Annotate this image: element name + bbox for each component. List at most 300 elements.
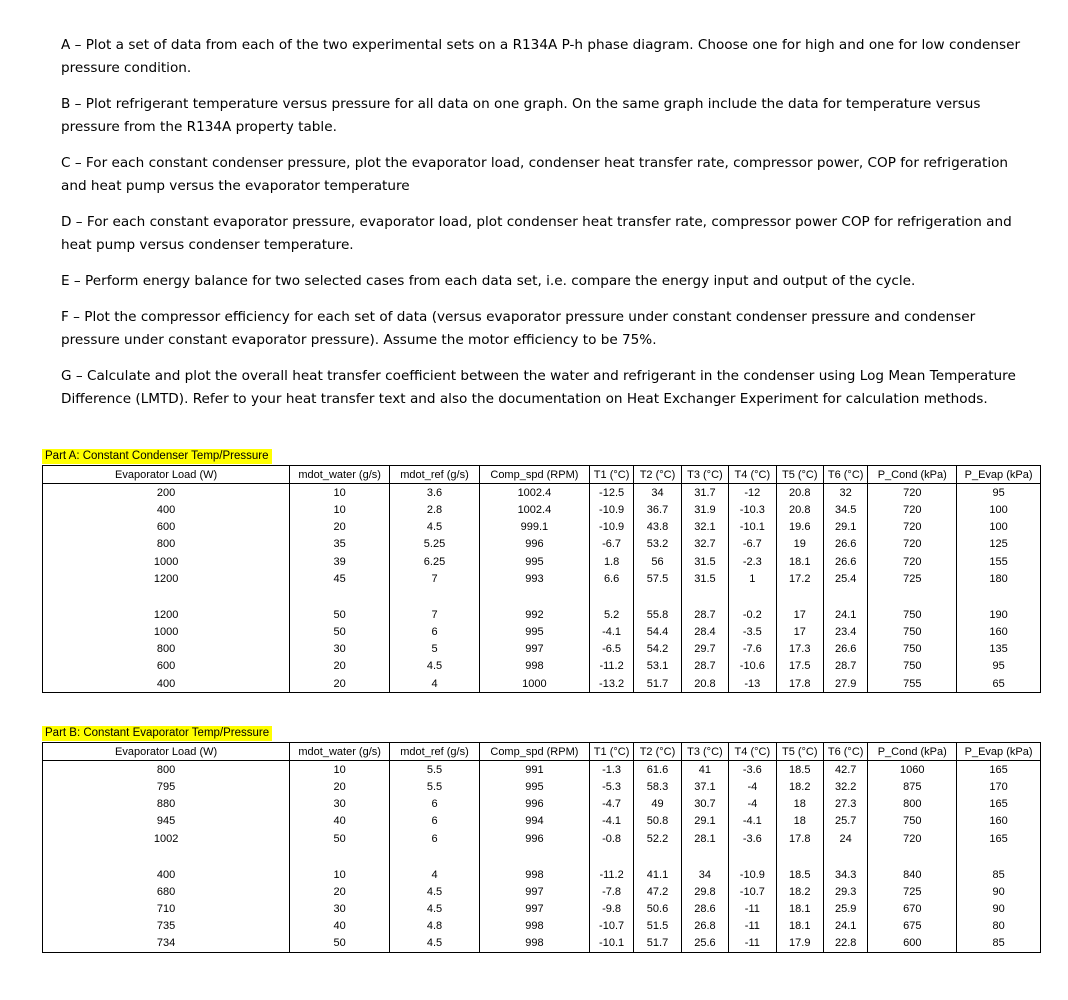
table-cell: 996 <box>479 796 589 813</box>
table-row <box>43 918 1041 935</box>
table-cell: 165 <box>957 761 1041 779</box>
table-cell: 18.1 <box>776 918 823 935</box>
table-cell: 720 <box>868 830 957 847</box>
table-row <box>43 553 1041 570</box>
table-cell: 25.4 <box>823 570 867 587</box>
table-cell: 17.3 <box>776 641 823 658</box>
table-cell: 25.7 <box>823 813 867 830</box>
table-cell: 720 <box>868 484 957 502</box>
table-cell: 180 <box>957 570 1041 587</box>
table-cell: 31.7 <box>681 484 728 502</box>
table-cell: 10 <box>290 866 390 883</box>
table-cell: 735 <box>43 918 290 935</box>
table-cell: 750 <box>868 606 957 623</box>
table-cell: 4.5 <box>390 519 480 536</box>
table-cell: 29.1 <box>681 813 728 830</box>
table-cell: 997 <box>479 641 589 658</box>
table-cell: 6.25 <box>390 553 480 570</box>
table-cell: 17.2 <box>776 570 823 587</box>
table-cell: 20.8 <box>681 675 728 693</box>
table-cell: -10.7 <box>589 918 633 935</box>
table-cell: 800 <box>868 796 957 813</box>
table-cell: 880 <box>43 796 290 813</box>
table-cell: 31.5 <box>681 553 728 570</box>
table-cell: 32.1 <box>681 519 728 536</box>
table-cell: 24.1 <box>823 606 867 623</box>
table-cell: 135 <box>957 641 1041 658</box>
table-cell-empty <box>589 847 633 866</box>
table-cell: -2.3 <box>729 553 776 570</box>
instruction-e: E – Perform energy balance for two selected cases from each data set, i.e. compare the energy input and output of the cycle. <box>61 273 916 289</box>
table-cell: 30 <box>290 901 390 918</box>
instruction-f: F – Plot the compressor efficiency for each set of data (versus evaporator pressure under constant condenser pressure and condenser pressure under constant evaporator pressure). Assume the motor efficiency to be 75%. <box>61 309 976 348</box>
table-cell: 734 <box>43 935 290 953</box>
table-cell: 20 <box>290 778 390 795</box>
table-cell: 55.8 <box>634 606 681 623</box>
table-cell: 18.2 <box>776 778 823 795</box>
table-cell: 945 <box>43 813 290 830</box>
table-header-row <box>43 743 1041 761</box>
table-row <box>43 796 1041 813</box>
table-cell: 17 <box>776 606 823 623</box>
table-cell: 20.8 <box>776 484 823 502</box>
table-cell: 4.5 <box>390 901 480 918</box>
table-cell: 95 <box>957 484 1041 502</box>
instructions <box>61 34 1021 424</box>
table-cell: 90 <box>957 883 1041 900</box>
table-cell: 32.2 <box>823 778 867 795</box>
column-header: mdot_water (g/s) <box>290 466 390 484</box>
table-cell-empty <box>729 587 776 606</box>
table-cell: -10.1 <box>729 519 776 536</box>
table-row <box>43 501 1041 518</box>
table-cell: 5.5 <box>390 761 480 779</box>
table-cell: 1200 <box>43 606 290 623</box>
table-cell: 43.8 <box>634 519 681 536</box>
table-cell: 57.5 <box>634 570 681 587</box>
table-cell: 17.5 <box>776 658 823 675</box>
table-cell-empty <box>957 847 1041 866</box>
table-cell-empty <box>634 587 681 606</box>
table-cell: -1.3 <box>589 761 633 779</box>
table-cell: 720 <box>868 536 957 553</box>
table-cell: 7 <box>390 606 480 623</box>
column-header: mdot_water (g/s) <box>290 743 390 761</box>
table-cell: 750 <box>868 813 957 830</box>
table-cell: 53.1 <box>634 658 681 675</box>
column-header: P_Cond (kPa) <box>868 743 957 761</box>
table-cell: 996 <box>479 536 589 553</box>
table-cell: 1060 <box>868 761 957 779</box>
table-cell: -13.2 <box>589 675 633 693</box>
table-cell: 750 <box>868 624 957 641</box>
table-cell-empty <box>290 587 390 606</box>
table-cell: 160 <box>957 624 1041 641</box>
table-cell: -4 <box>729 796 776 813</box>
table-row <box>43 935 1041 953</box>
table-gap-row <box>43 587 1041 606</box>
table-row <box>43 675 1041 693</box>
table-cell: 2.8 <box>390 501 480 518</box>
table-cell: 19.6 <box>776 519 823 536</box>
instruction-g: G – Calculate and plot the overall heat transfer coefficient between the water and refrigerant in the condenser using Log Mean Temperature Difference (LMTD). Refer to your heat transfer text and also the documentation on Heat Exchanger Experiment for calculation methods. <box>61 368 1016 407</box>
table-cell: -10.3 <box>729 501 776 518</box>
column-header: Evaporator Load (W) <box>43 466 290 484</box>
table-cell: 28.7 <box>681 658 728 675</box>
table-cell: 49 <box>634 796 681 813</box>
table-cell: 725 <box>868 883 957 900</box>
column-header: mdot_ref (g/s) <box>390 743 480 761</box>
table-cell: 53.2 <box>634 536 681 553</box>
table-cell: 47.2 <box>634 883 681 900</box>
table-cell-empty <box>634 847 681 866</box>
table-cell: 6 <box>390 796 480 813</box>
table-cell: 26.6 <box>823 641 867 658</box>
table-cell: 28.4 <box>681 624 728 641</box>
table-cell: 1000 <box>43 553 290 570</box>
column-header: T6 (°C) <box>823 466 867 484</box>
table-cell: 5.25 <box>390 536 480 553</box>
table-cell: 18.2 <box>776 883 823 900</box>
table-cell: -11 <box>729 918 776 935</box>
table-cell: 1 <box>729 570 776 587</box>
table-cell: 160 <box>957 813 1041 830</box>
column-header: Evaporator Load (W) <box>43 743 290 761</box>
table-cell: 51.7 <box>634 675 681 693</box>
table-row <box>43 813 1041 830</box>
table-row <box>43 624 1041 641</box>
table-cell: -3.5 <box>729 624 776 641</box>
table-cell: 34.3 <box>823 866 867 883</box>
table-cell: -11.2 <box>589 866 633 883</box>
table-cell: 675 <box>868 918 957 935</box>
table-cell: 25.6 <box>681 935 728 953</box>
table-cell: -4.1 <box>729 813 776 830</box>
table-cell: 50.6 <box>634 901 681 918</box>
table-cell: 37.1 <box>681 778 728 795</box>
table-cell: -6.7 <box>729 536 776 553</box>
table-cell: -13 <box>729 675 776 693</box>
table-cell-empty <box>390 587 480 606</box>
table-cell: 18.1 <box>776 901 823 918</box>
table-cell: 51.7 <box>634 935 681 953</box>
table-cell: 170 <box>957 778 1041 795</box>
table-cell: 875 <box>868 778 957 795</box>
table-cell: 995 <box>479 624 589 641</box>
table-cell: -4 <box>729 778 776 795</box>
table-cell: 42.7 <box>823 761 867 779</box>
table-cell: 1000 <box>479 675 589 693</box>
table-row <box>43 866 1041 883</box>
table-cell: 40 <box>290 813 390 830</box>
table-row <box>43 901 1041 918</box>
table-row <box>43 519 1041 536</box>
instruction-b: B – Plot refrigerant temperature versus pressure for all data on one graph. On the same graph include the data for temperature versus pressure from the R134A property table. <box>61 96 981 135</box>
table-cell: 29.8 <box>681 883 728 900</box>
table-cell: 20 <box>290 883 390 900</box>
table-cell: 31.5 <box>681 570 728 587</box>
instruction-d: D – For each constant evaporator pressure, evaporator load, plot condenser heat transfer rate, compressor power COP for refrigeration and heat pump versus condenser temperature. <box>61 214 1012 253</box>
table-cell-empty <box>43 847 290 866</box>
column-header: T6 (°C) <box>823 743 867 761</box>
table-cell: 50.8 <box>634 813 681 830</box>
table-cell: -3.6 <box>729 761 776 779</box>
table-cell: 24.1 <box>823 918 867 935</box>
table-cell: 670 <box>868 901 957 918</box>
table-cell: 750 <box>868 658 957 675</box>
table-row <box>43 570 1041 587</box>
table-row <box>43 641 1041 658</box>
table-cell: -7.6 <box>729 641 776 658</box>
table-cell: 165 <box>957 830 1041 847</box>
table-cell: 32 <box>823 484 867 502</box>
table-cell: 998 <box>479 866 589 883</box>
table-cell: 30 <box>290 641 390 658</box>
table-cell-empty <box>479 587 589 606</box>
table-gap-row <box>43 847 1041 866</box>
table-cell: 400 <box>43 501 290 518</box>
table-cell: 200 <box>43 484 290 502</box>
table-cell: 1.8 <box>589 553 633 570</box>
column-header: P_Evap (kPa) <box>957 466 1041 484</box>
table-cell: 58.3 <box>634 778 681 795</box>
table-cell: -0.2 <box>729 606 776 623</box>
table-cell: 4.5 <box>390 935 480 953</box>
table-cell: 995 <box>479 778 589 795</box>
table-cell: 1200 <box>43 570 290 587</box>
table-cell: 29.3 <box>823 883 867 900</box>
table-cell: 10 <box>290 761 390 779</box>
table-cell: 26.6 <box>823 536 867 553</box>
table-cell: 28.7 <box>823 658 867 675</box>
table-cell: 795 <box>43 778 290 795</box>
table-cell: 17.8 <box>776 675 823 693</box>
table-cell-empty <box>868 847 957 866</box>
table-cell-empty <box>776 847 823 866</box>
table-cell-empty <box>957 587 1041 606</box>
table-cell-empty <box>290 847 390 866</box>
table-cell: 4 <box>390 866 480 883</box>
column-header: T4 (°C) <box>729 466 776 484</box>
table-cell: 998 <box>479 935 589 953</box>
table-cell: -6.5 <box>589 641 633 658</box>
table-cell: -11 <box>729 935 776 953</box>
table-cell: 50 <box>290 935 390 953</box>
table-cell: 80 <box>957 918 1041 935</box>
column-header: T5 (°C) <box>776 466 823 484</box>
table-row <box>43 658 1041 675</box>
table-cell: 41 <box>681 761 728 779</box>
table-cell: 400 <box>43 675 290 693</box>
table-cell: 30 <box>290 796 390 813</box>
table-cell-empty <box>776 587 823 606</box>
table-cell: 52.2 <box>634 830 681 847</box>
table-cell: -3.6 <box>729 830 776 847</box>
table-cell: 20 <box>290 519 390 536</box>
table-cell: 600 <box>868 935 957 953</box>
table-cell: 61.6 <box>634 761 681 779</box>
table-cell-empty <box>823 847 867 866</box>
table-cell: 400 <box>43 866 290 883</box>
table-cell: 54.4 <box>634 624 681 641</box>
column-header: T1 (°C) <box>589 743 633 761</box>
table-cell-empty <box>390 847 480 866</box>
table-cell: 85 <box>957 866 1041 883</box>
table-cell: 20.8 <box>776 501 823 518</box>
table-cell: 6 <box>390 813 480 830</box>
table-cell-empty <box>681 847 728 866</box>
table-cell: 36.7 <box>634 501 681 518</box>
table-cell-empty <box>868 587 957 606</box>
table-cell: 7 <box>390 570 480 587</box>
table-cell: -10.7 <box>729 883 776 900</box>
table-cell: 991 <box>479 761 589 779</box>
table-cell: 165 <box>957 796 1041 813</box>
table-cell: -7.8 <box>589 883 633 900</box>
column-header: Comp_spd (RPM) <box>479 743 589 761</box>
table-cell-empty <box>589 587 633 606</box>
table-cell: -0.8 <box>589 830 633 847</box>
column-header: T3 (°C) <box>681 466 728 484</box>
table-cell: -4.1 <box>589 813 633 830</box>
column-header: T5 (°C) <box>776 743 823 761</box>
table-row <box>43 606 1041 623</box>
table-cell: 20 <box>290 658 390 675</box>
table-cell: -11 <box>729 901 776 918</box>
table-cell: 54.2 <box>634 641 681 658</box>
table-cell: 25.9 <box>823 901 867 918</box>
table-cell: 1002 <box>43 830 290 847</box>
table-cell-empty <box>681 587 728 606</box>
table-cell: 32.7 <box>681 536 728 553</box>
table-cell: 41.1 <box>634 866 681 883</box>
table-cell: 95 <box>957 658 1041 675</box>
table-cell: 155 <box>957 553 1041 570</box>
table-cell: 4 <box>390 675 480 693</box>
table-row <box>43 778 1041 795</box>
table-cell: 45 <box>290 570 390 587</box>
column-header: P_Cond (kPa) <box>868 466 957 484</box>
table-cell: 992 <box>479 606 589 623</box>
table-cell: 40 <box>290 918 390 935</box>
table-cell: 31.9 <box>681 501 728 518</box>
table-cell: 18.1 <box>776 553 823 570</box>
table-cell: 996 <box>479 830 589 847</box>
table-cell: 720 <box>868 519 957 536</box>
table-cell: 125 <box>957 536 1041 553</box>
table-cell-empty <box>43 587 290 606</box>
table-cell: 50 <box>290 606 390 623</box>
table-cell: 720 <box>868 553 957 570</box>
table-cell: 5.2 <box>589 606 633 623</box>
table-cell: 26.6 <box>823 553 867 570</box>
table-cell: 17.9 <box>776 935 823 953</box>
table-cell: 26.8 <box>681 918 728 935</box>
table-cell-empty <box>729 847 776 866</box>
table-cell: 18 <box>776 796 823 813</box>
table-cell: 600 <box>43 658 290 675</box>
table-cell: 6.6 <box>589 570 633 587</box>
table-cell: 17 <box>776 624 823 641</box>
table-cell: 1002.4 <box>479 484 589 502</box>
table-cell: 720 <box>868 501 957 518</box>
column-header: Comp_spd (RPM) <box>479 466 589 484</box>
table-cell: 29.7 <box>681 641 728 658</box>
table-cell: 190 <box>957 606 1041 623</box>
table-cell: 999.1 <box>479 519 589 536</box>
table-cell: 35 <box>290 536 390 553</box>
table-cell: 5.5 <box>390 778 480 795</box>
table-cell: 3.6 <box>390 484 480 502</box>
table-cell: 800 <box>43 761 290 779</box>
table-cell: 19 <box>776 536 823 553</box>
table-cell: 4.5 <box>390 658 480 675</box>
table-cell: 1000 <box>43 624 290 641</box>
part-b-table <box>42 742 1041 953</box>
column-header: mdot_ref (g/s) <box>390 466 480 484</box>
table-cell: 28.7 <box>681 606 728 623</box>
table-cell: -5.3 <box>589 778 633 795</box>
table-cell: 28.6 <box>681 901 728 918</box>
table-row <box>43 761 1041 779</box>
table-cell: -4.7 <box>589 796 633 813</box>
table-cell: 18 <box>776 813 823 830</box>
table-row <box>43 536 1041 553</box>
table-cell: 998 <box>479 658 589 675</box>
table-cell: 680 <box>43 883 290 900</box>
table-cell: -10.9 <box>729 866 776 883</box>
column-header: P_Evap (kPa) <box>957 743 1041 761</box>
part-a-table <box>42 465 1041 693</box>
table-row <box>43 830 1041 847</box>
table-cell: 24 <box>823 830 867 847</box>
table-cell: 840 <box>868 866 957 883</box>
table-cell: 20 <box>290 675 390 693</box>
table-cell: 10 <box>290 484 390 502</box>
table-cell: 750 <box>868 641 957 658</box>
table-cell-empty <box>479 847 589 866</box>
table-cell: 710 <box>43 901 290 918</box>
table-cell: -10.9 <box>589 519 633 536</box>
table-cell: 50 <box>290 624 390 641</box>
column-header: T1 (°C) <box>589 466 633 484</box>
table-cell: 995 <box>479 553 589 570</box>
table-cell: -4.1 <box>589 624 633 641</box>
table-cell: 29.1 <box>823 519 867 536</box>
instruction-a: A – Plot a set of data from each of the two experimental sets on a R134A P-h phase diagram. Choose one for high and one for low condenser pressure condition. <box>61 37 1021 76</box>
table-cell: 27.3 <box>823 796 867 813</box>
column-header: T2 (°C) <box>634 466 681 484</box>
table-cell: 18.5 <box>776 761 823 779</box>
table-cell: 6 <box>390 624 480 641</box>
column-header: T4 (°C) <box>729 743 776 761</box>
table-cell: -10.6 <box>729 658 776 675</box>
table-cell: 800 <box>43 641 290 658</box>
table-cell: 4.8 <box>390 918 480 935</box>
table-cell: 65 <box>957 675 1041 693</box>
table-cell: 755 <box>868 675 957 693</box>
table-cell: 56 <box>634 553 681 570</box>
table-row <box>43 883 1041 900</box>
table-cell: 800 <box>43 536 290 553</box>
table-cell: 34 <box>681 866 728 883</box>
column-header: T2 (°C) <box>634 743 681 761</box>
instruction-c: C – For each constant condenser pressure, plot the evaporator load, condenser heat transfer rate, compressor power, COP for refrigeration and heat pump versus the evaporator temperature <box>61 155 1009 194</box>
table-cell: 100 <box>957 519 1041 536</box>
table-cell: 993 <box>479 570 589 587</box>
table-cell: -10.1 <box>589 935 633 953</box>
table-cell: 23.4 <box>823 624 867 641</box>
